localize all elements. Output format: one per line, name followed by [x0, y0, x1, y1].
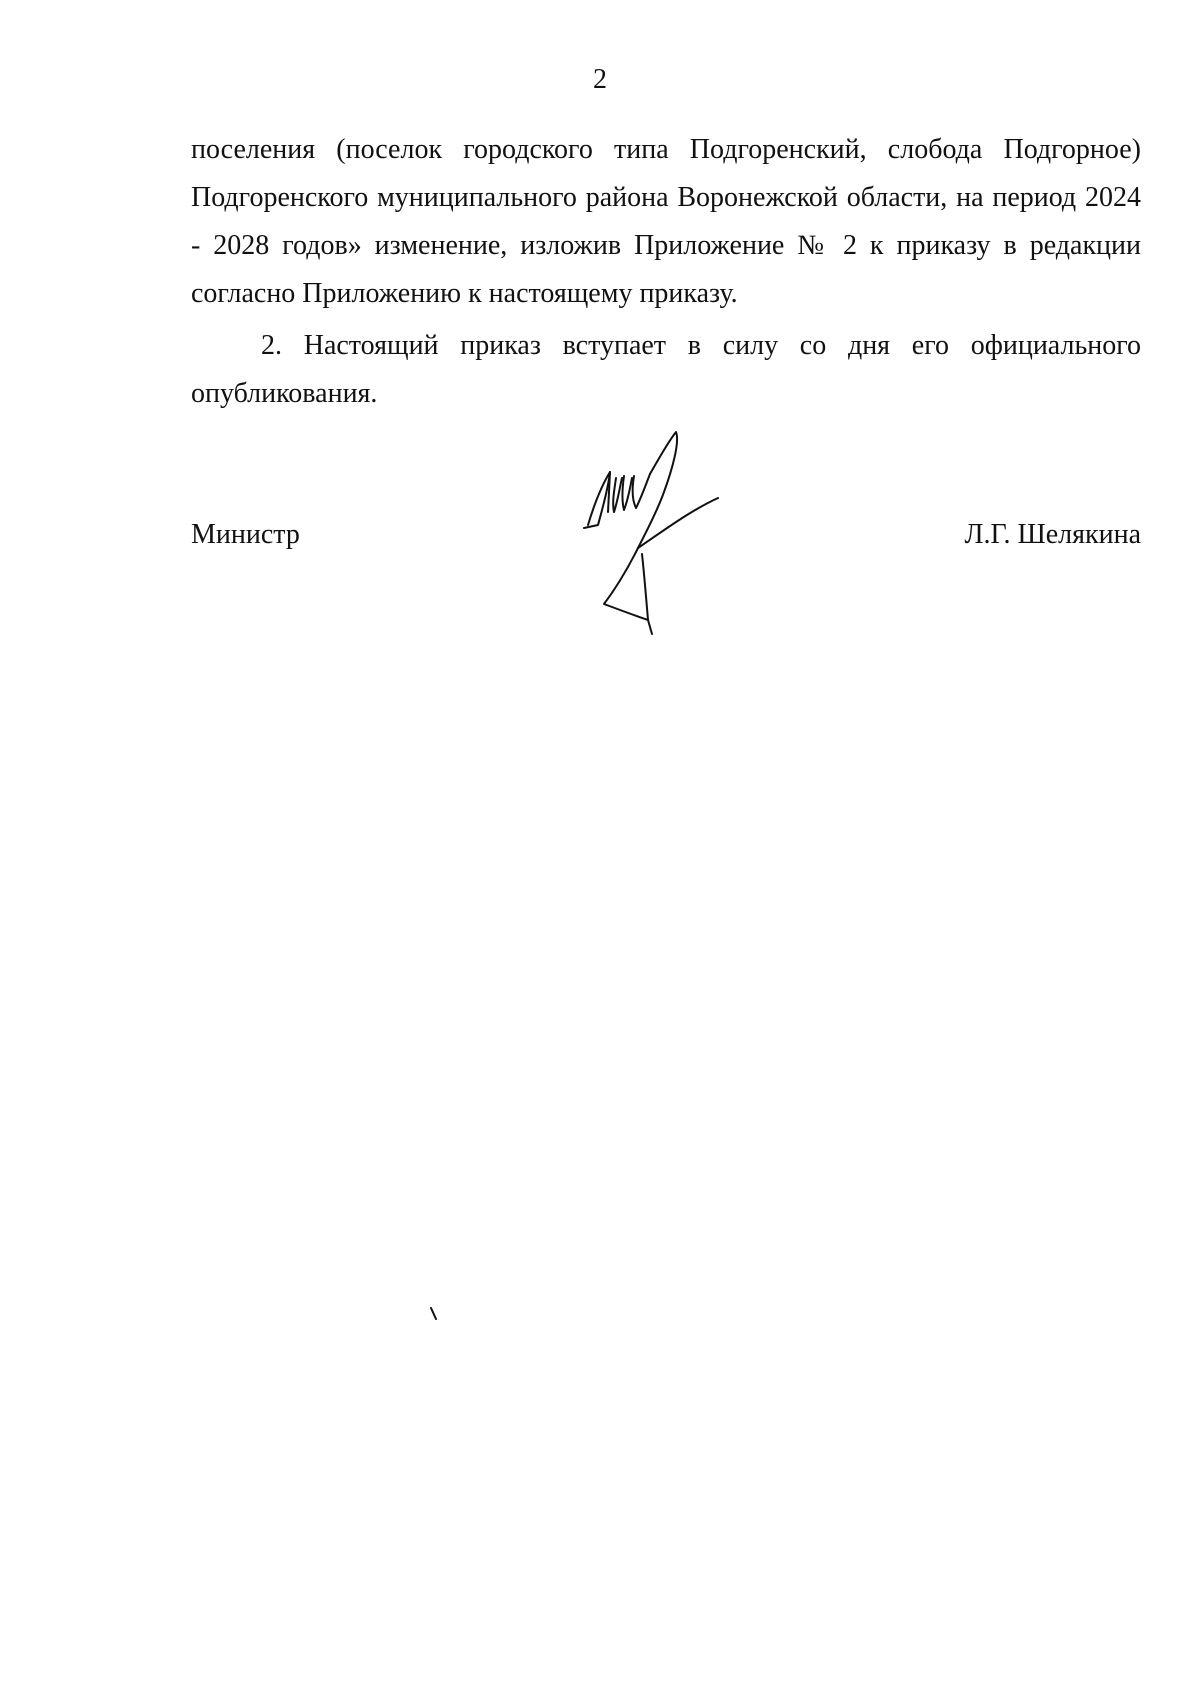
page-number: 2	[593, 64, 607, 95]
paragraph-1-line-2: Подгоренского муниципального района Воронежской области, на период 2024	[191, 182, 1141, 213]
scan-speck	[430, 1307, 438, 1321]
paragraph-1-line-1: поселения (поселок городского типа Подгоренский, слобода Подгорное)	[191, 134, 1141, 165]
position-title: Министр	[191, 519, 300, 550]
signer-name: Л.Г. Шелякина	[964, 519, 1141, 550]
paragraph-2-line-2: опубликования.	[191, 378, 378, 409]
paragraph-1-line-4: согласно Приложению к настоящему приказу.	[191, 278, 738, 309]
paragraph-1	[191, 126, 1141, 318]
handwritten-signature	[580, 430, 730, 645]
paragraph-1-line-3: - 2028 годов» изменение, изложив Приложение № 2 к приказу в редакции	[191, 230, 1141, 261]
paragraph-2-line-1: 2. Настоящий приказ вступает в силу со дня его официального	[261, 330, 1141, 361]
paragraph-2	[191, 322, 1141, 418]
